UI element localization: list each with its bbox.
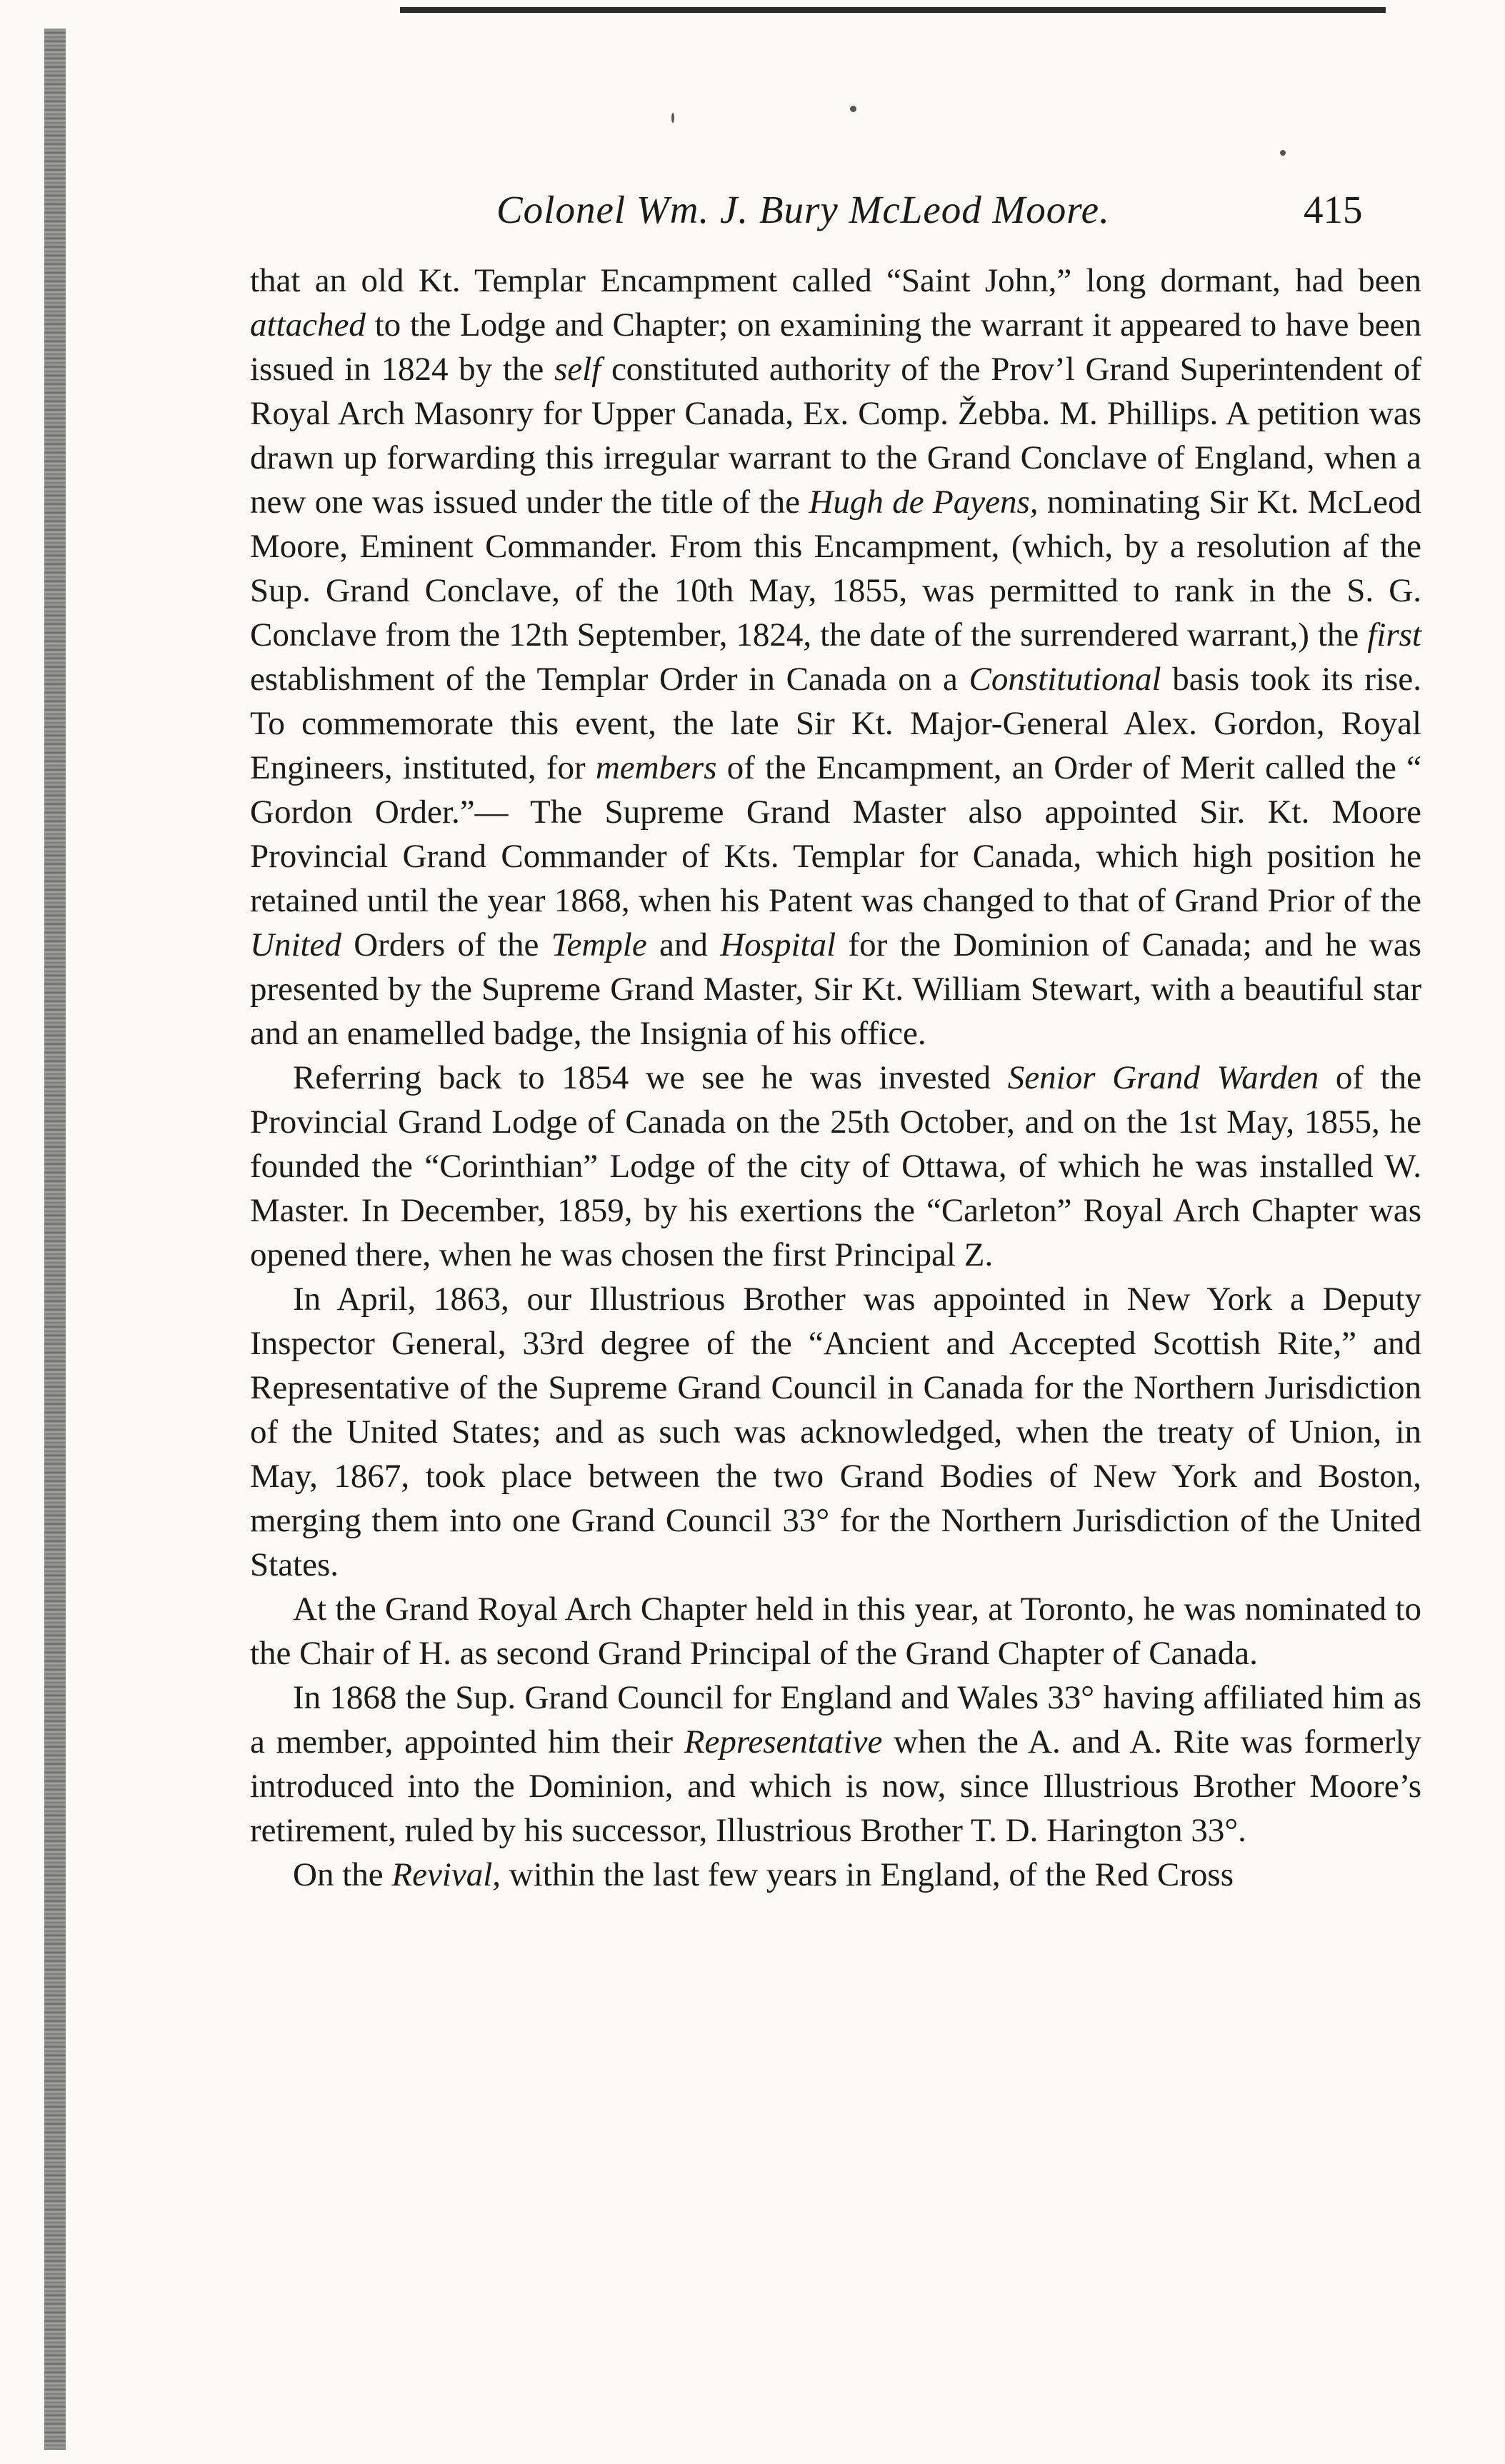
- paragraph: [250, 1056, 1421, 1277]
- text-run: basis took its rise. To commemorate this event, the late Sir Kt. Major-General Alex. Gordon, Royal Engineers, instituted, for: [250, 661, 1421, 786]
- paragraph: [250, 1587, 1421, 1676]
- text-run: At the Grand Royal Arch Chapter held in this year, at Toronto, he was nominated to the Chair of H. as second Grand Principal of the Grand Chapter of Canada.: [250, 1591, 1421, 1672]
- italic-run: Senior Grand Warden: [1007, 1059, 1319, 1096]
- text-run: for the Dominion of Canada; and he was presented by the Supreme Grand Master, Sir Kt. William Stewart, with a beautiful star and an enamelled badge, the Insignia of his office.: [250, 926, 1421, 1052]
- text-run: nominating Sir Kt. McLeod Moore, Eminent Commander. From this Encampment, (which, by a resolution af the Sup. Grand Conclave, of the 10th May, 1855, was permitted to rank in the S. G. Conclave from the 12th September, 1824, the date of the surrendered warrant,) the: [250, 484, 1421, 653]
- text-run: Orders of the: [341, 926, 551, 963]
- text-run: Referring back to 1854 we see he was invested: [293, 1059, 1008, 1096]
- italic-run: Hospital: [720, 926, 836, 963]
- ink-speck: [850, 106, 856, 112]
- text-run: of the Encampment, an Order of Merit called the “ Gordon Order.”— The Supreme Grand Master also appointed Sir. Kt. Moore Provincial Grand Commander of Kts. Templar for Canada, which high position he retained until the year 1868, when his Patent was changed to that of Grand Prior of the: [250, 749, 1421, 919]
- italic-run: Temple: [551, 926, 647, 963]
- text-run: constituted authority of the Prov’l Grand Superintendent of Royal Arch Masonry for Upper Canada, Ex. Comp. Žebba. M. Phillips. A petition was drawn up forwarding this irregular warrant to the Grand Conclave of England, when a new one was issued under the title of the: [250, 351, 1421, 521]
- italic-run: members: [595, 749, 717, 786]
- ink-speck: [1280, 150, 1286, 156]
- text-run: On the: [293, 1856, 392, 1893]
- italic-run: Representative: [684, 1723, 883, 1761]
- text-run: within the last few years in England, of the Red Cross: [501, 1856, 1234, 1893]
- paragraph: [250, 1676, 1421, 1853]
- scan-top-edge: [400, 7, 1386, 13]
- text-run: that an old Kt. Templar Encampment called “Saint John,” long dormant, had been: [250, 262, 1421, 299]
- text-run: of the Provincial Grand Lodge of Canada on the 25th October, and on the 1st May, 1855, he founded the “Corinthian” Lodge of the city of Ottawa, of which he was installed W. Master. In December, 1859, by his exertions the “Carleton” Royal Arch Chapter was opened there, when he was chosen the first Principal Z.: [250, 1059, 1421, 1273]
- paragraph: [250, 259, 1421, 1056]
- text-run: to the Lodge and Chapter; on examining the warrant it appeared to have been issued in 1824 by the: [250, 306, 1421, 388]
- text-run: establishment of the Templar Order in Canada on a: [250, 661, 969, 698]
- paragraph: [250, 1853, 1421, 1897]
- italic-run: Revival,: [391, 1856, 501, 1893]
- page-number: 415: [1304, 188, 1363, 231]
- italic-run: first: [1367, 616, 1421, 653]
- italic-run: United: [250, 926, 341, 963]
- body-text: [250, 259, 1421, 1897]
- text-run: when the A. and A. Rite was formerly introduced into the Dominion, and which is now, since Illustrious Brother Moore’s retirement, ruled by his successor, Illustrious Brother T. D. Harington 33°.: [250, 1723, 1421, 1849]
- text-run: In April, 1863, our Illustrious Brother was appointed in New York a Deputy Inspector General, 33rd degree of the “Ancient and Accepted Scottish Rite,” and Representative of the Supreme Grand Council in Canada for the Northern Jurisdiction of the United States; and as such was acknowledged, when the treaty of Union, in May, 1867, took place between the two Grand Bodies of New York and Boston, merging them into one Grand Council 33° for the Northern Jurisdiction of the United States.: [250, 1281, 1421, 1583]
- italic-run: attached: [250, 306, 366, 344]
- italic-run: Hugh de Payens,: [809, 484, 1039, 521]
- ink-speck: [671, 113, 674, 123]
- running-title: Colonel Wm. J. Bury McLeod Moore.: [496, 188, 1110, 231]
- text-run: In 1868 the Sup. Grand Council for England and Wales 33° having affiliated him as a member, appointed him their: [250, 1679, 1421, 1761]
- binding-edge: [44, 29, 66, 2450]
- page-header: [257, 187, 1471, 247]
- paragraph: [250, 1277, 1421, 1587]
- italic-run: self: [554, 351, 601, 388]
- text-run: and: [646, 926, 721, 963]
- italic-run: Constitutional: [969, 661, 1161, 698]
